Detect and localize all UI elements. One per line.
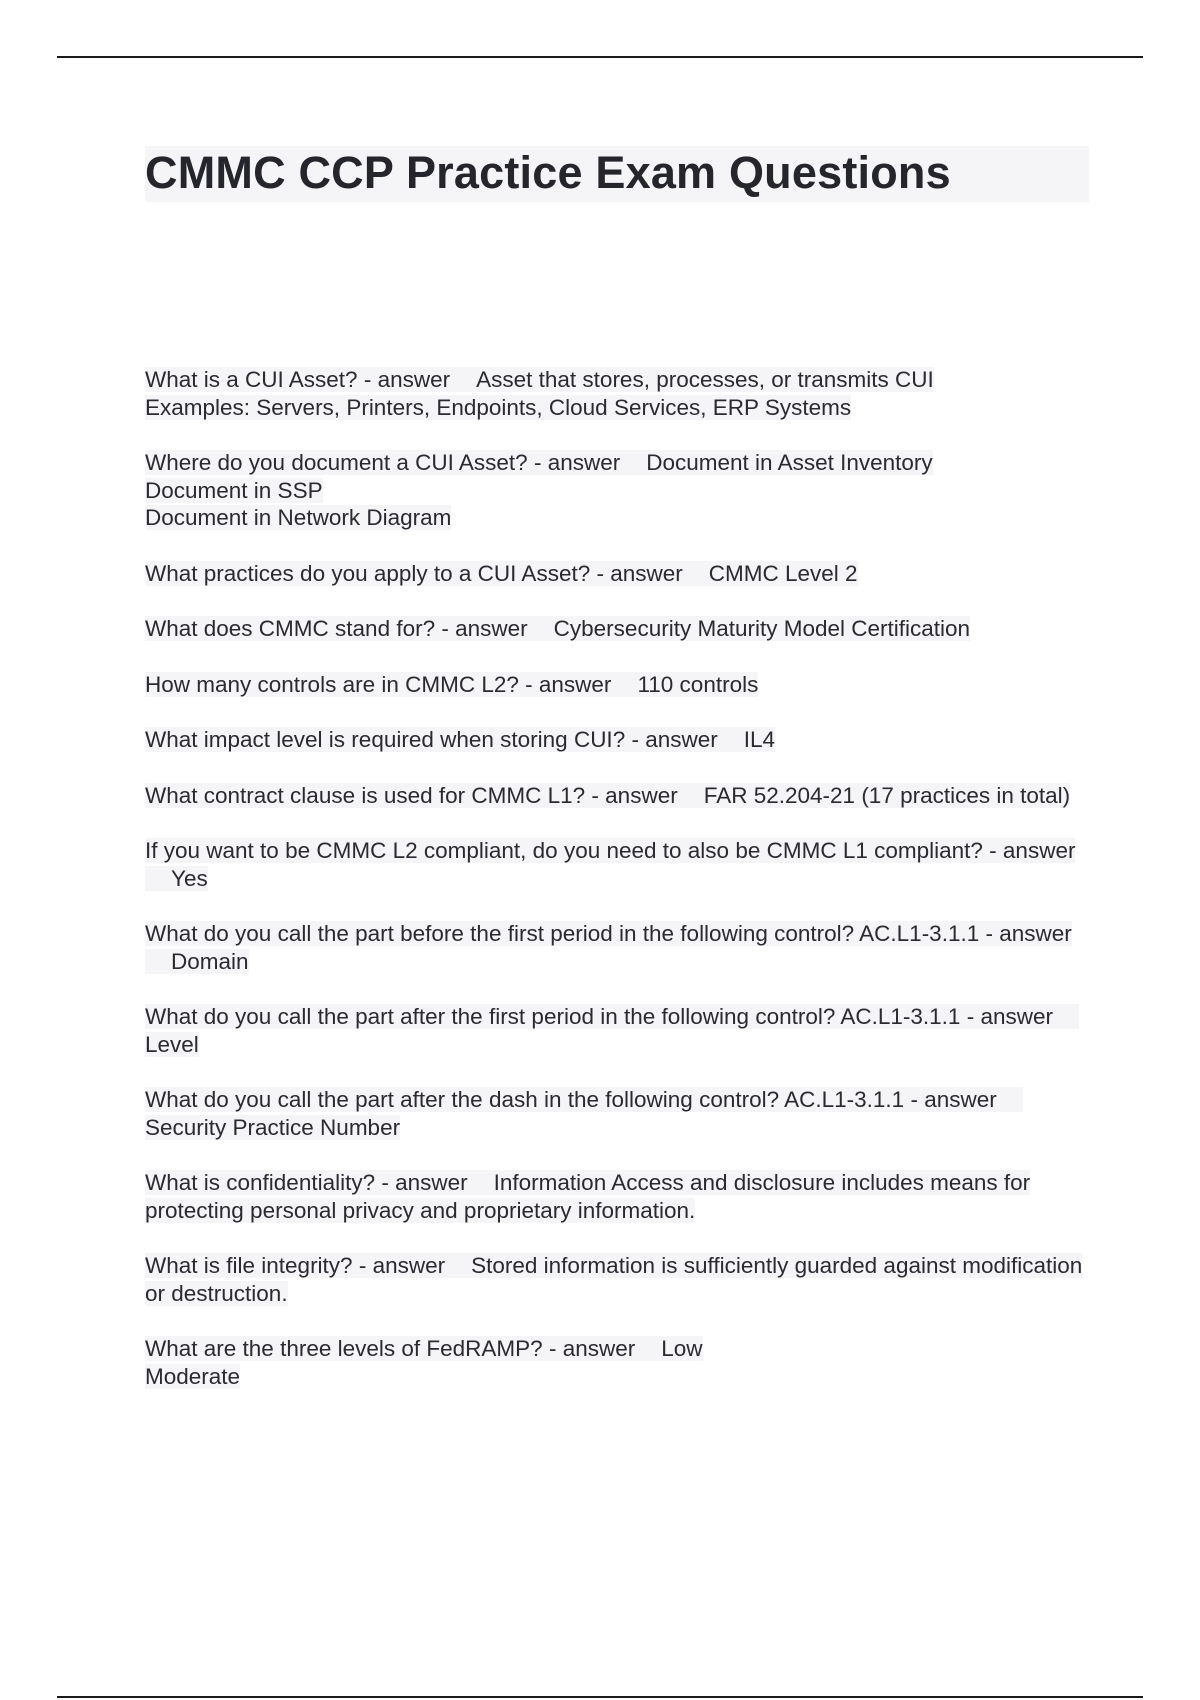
- answer-label: answer: [980, 1004, 1053, 1029]
- answer-text: Document in SSP: [145, 477, 323, 503]
- separator: -: [527, 450, 548, 475]
- answer-text: Stored information is sufficiently guarded against modification or destruction.: [145, 1253, 1083, 1306]
- question-text: What practices do you apply to a CUI Asset?: [145, 560, 591, 586]
- qa-text: [145, 1170, 1030, 1223]
- answer-text: Document in Asset Inventory: [646, 450, 933, 475]
- qa-item: [145, 782, 1095, 810]
- answer-text: Information Access and disclosure includes means for protecting personal privacy and proprietary information.: [145, 1170, 1031, 1223]
- answer-label: answer: [605, 782, 678, 808]
- separator: -: [625, 727, 646, 752]
- qa-text: [145, 561, 858, 586]
- separator: -: [375, 1170, 396, 1195]
- qa-item: [145, 560, 1095, 588]
- answer-label: answer: [395, 1170, 468, 1195]
- answer-text: 110 controls: [637, 671, 759, 697]
- qa-text: [145, 616, 970, 641]
- answer-text: Low: [661, 1336, 703, 1361]
- qa-text: [145, 727, 775, 752]
- qa-text: [145, 783, 1070, 808]
- question-text: How many controls are in CMMC L2?: [145, 671, 519, 697]
- qa-item: [145, 1335, 1095, 1390]
- answer-text: Cybersecurity Maturity Model Certification: [553, 616, 971, 641]
- answer-text: IL4: [743, 727, 776, 752]
- qa-text: [145, 921, 1072, 974]
- page-title: CMMC CCP Practice Exam Questions: [145, 147, 951, 198]
- answer-label: answer: [610, 560, 683, 586]
- qa-item: [145, 449, 1095, 532]
- qa-item: [145, 615, 1095, 643]
- answer-label: answer: [1002, 838, 1076, 863]
- question-text: What is confidentiality?: [145, 1170, 376, 1195]
- separator: -: [435, 616, 456, 641]
- separator: -: [542, 1336, 563, 1361]
- answer-label: answer: [645, 727, 718, 752]
- answer-label: answer: [562, 1336, 636, 1361]
- question-text: What do you call the part before the first period in the following control? AC.L1-3.1.1: [145, 921, 980, 946]
- qa-text: [145, 367, 934, 420]
- answer-label: answer: [377, 367, 451, 392]
- answer-text: Asset that stores, processes, or transmits CUI: [476, 367, 934, 392]
- qa-item: [145, 366, 1095, 421]
- question-text: What is a CUI Asset?: [145, 367, 358, 392]
- bottom-rule: [57, 1696, 1143, 1698]
- question-text: What do you call the part after the first period in the following control? AC.L1-3.1.1: [145, 1004, 961, 1029]
- separator: -: [585, 782, 606, 808]
- separator: -: [904, 1087, 925, 1112]
- separator: -: [960, 1004, 981, 1029]
- answer-text: FAR 52.204-21 (17 practices in total): [703, 782, 1071, 808]
- question-text: What are the three levels of FedRAMP?: [145, 1336, 543, 1361]
- answer-text: Document in Network Diagram: [145, 505, 452, 530]
- separator: -: [352, 1253, 373, 1278]
- qa-text: [145, 1253, 1082, 1306]
- question-text: Where do you document a CUI Asset?: [145, 450, 528, 475]
- qa-text: [145, 1336, 703, 1389]
- qa-text: [145, 1087, 1023, 1140]
- question-text: What do you call the part after the dash in the following control? AC.L1-3.1.1: [145, 1087, 905, 1112]
- top-rule: [57, 56, 1143, 58]
- separator: -: [979, 921, 1000, 946]
- question-text: If you want to be CMMC L2 compliant, do you need to also be CMMC L1 compliant?: [145, 838, 983, 863]
- separator: -: [590, 560, 611, 586]
- separator: -: [518, 671, 539, 697]
- qa-item: [145, 1003, 1095, 1058]
- qa-text: [145, 838, 1075, 891]
- answer-label: answer: [455, 616, 528, 641]
- qa-list: [145, 366, 1095, 1418]
- answer-label: answer: [999, 921, 1072, 946]
- separator: -: [982, 838, 1003, 863]
- qa-item: [145, 1252, 1095, 1307]
- answer-label: answer: [547, 450, 621, 475]
- qa-item: [145, 1086, 1095, 1141]
- qa-text: [145, 672, 758, 697]
- answer-label: answer: [924, 1087, 997, 1112]
- question-text: What does CMMC stand for?: [145, 616, 436, 641]
- qa-item: [145, 671, 1095, 699]
- question-text: What contract clause is used for CMMC L1?: [145, 782, 586, 808]
- answer-text: Security Practice Number: [145, 1114, 401, 1140]
- question-text: What impact level is required when storing CUI?: [145, 727, 626, 752]
- answer-label: answer: [538, 671, 612, 697]
- qa-item: [145, 920, 1095, 975]
- answer-text: Yes: [171, 865, 208, 891]
- answer-text: Examples: Servers, Printers, Endpoints, Cloud Services, ERP Systems: [145, 394, 852, 420]
- separator: -: [357, 367, 378, 392]
- qa-text: [145, 1004, 1079, 1057]
- qa-text: [145, 450, 933, 530]
- answer-text: Level: [145, 1031, 199, 1057]
- qa-item: [145, 1169, 1095, 1224]
- answer-label: answer: [372, 1253, 446, 1278]
- question-text: What is file integrity?: [145, 1253, 353, 1278]
- answer-text: CMMC Level 2: [708, 560, 858, 586]
- answer-text: Moderate: [145, 1363, 241, 1389]
- answer-text: Domain: [171, 948, 249, 974]
- qa-item: [145, 726, 1095, 754]
- qa-item: [145, 837, 1095, 892]
